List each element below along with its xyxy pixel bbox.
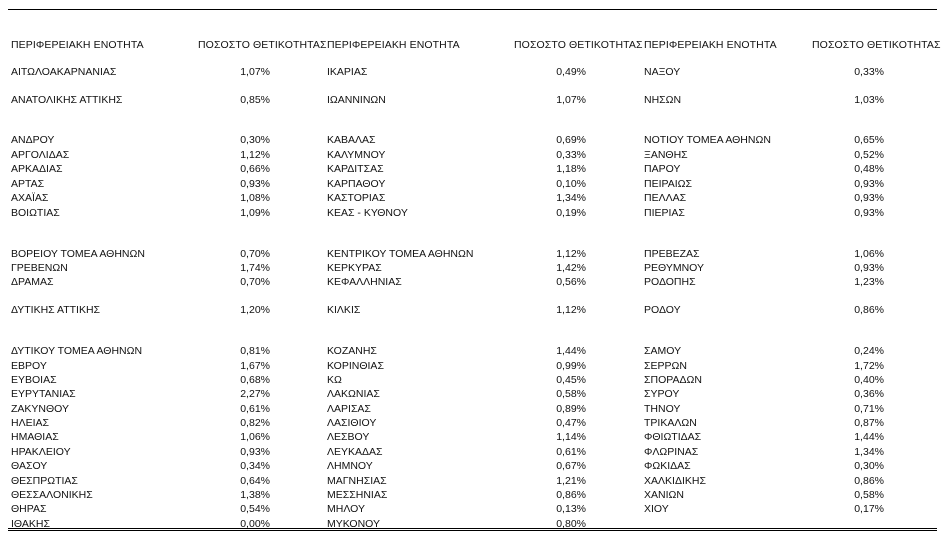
region-name: ΣΥΡΟΥ (644, 388, 680, 400)
region-name: ΡΟΔΟΠΗΣ (644, 276, 696, 288)
region-name: ΕΒΡΟΥ (11, 360, 47, 372)
positivity-rate: 0,13% (556, 503, 586, 515)
region-name: ΛΕΥΚΑΔΑΣ (327, 446, 383, 458)
positivity-rate: 0,49% (556, 66, 586, 78)
region-name: ΤΗΝΟΥ (644, 403, 681, 415)
positivity-rate: 1,18% (556, 163, 586, 175)
region-name: ΡΕΘΥΜΝΟΥ (644, 262, 705, 274)
region-name: ΚΑΡΠΑΘΟΥ (327, 178, 386, 190)
region-name: ΠΕΛΛΑΣ (644, 192, 687, 204)
region-name: ΚΕΝΤΡΙΚΟΥ ΤΟΜΕΑ ΑΘΗΝΩΝ (327, 248, 474, 260)
positivity-rate: 0,34% (240, 460, 270, 472)
positivity-rate: 1,34% (556, 192, 586, 204)
region-name: ΙΚΑΡΙΑΣ (327, 66, 368, 78)
positivity-rate: 0,54% (240, 503, 270, 515)
region-name: ΠΙΕΡΙΑΣ (644, 207, 685, 219)
col3-region-header: ΠΕΡΙΦΕΡΕΙΑΚΗ ΕΝΟΤΗΤΑ (644, 39, 777, 51)
region-name: ΒΟΡΕΙΟΥ ΤΟΜΕΑ ΑΘΗΝΩΝ (11, 248, 145, 260)
positivity-rate: 0,99% (556, 360, 586, 372)
region-name: ΑΡΤΑΣ (11, 178, 45, 190)
positivity-rate: 1,03% (854, 94, 884, 106)
positivity-rate: 0,61% (240, 403, 270, 415)
positivity-rate: 0,67% (556, 460, 586, 472)
region-name: ΑΡΓΟΛΙΔΑΣ (11, 149, 70, 161)
region-name: ΚΟΖΑΝΗΣ (327, 345, 377, 357)
positivity-rate: 1,34% (854, 446, 884, 458)
region-name: ΑΝΔΡΟΥ (11, 134, 55, 146)
region-name: ΘΑΣΟΥ (11, 460, 48, 472)
region-name: ΡΟΔΟΥ (644, 304, 681, 316)
region-name: ΧΙΟΥ (644, 503, 669, 515)
region-name: ΘΕΣΠΡΩΤΙΑΣ (11, 475, 78, 487)
positivity-rate: 1,44% (556, 345, 586, 357)
positivity-rate: 0,19% (556, 207, 586, 219)
region-name: ΔΡΑΜΑΣ (11, 276, 54, 288)
region-name: ΛΕΣΒΟΥ (327, 431, 370, 443)
region-name: ΙΩΑΝΝΙΝΩΝ (327, 94, 386, 106)
region-name: ΚΑΒΑΛΑΣ (327, 134, 376, 146)
positivity-rate: 1,74% (240, 262, 270, 274)
positivity-rate: 0,40% (854, 374, 884, 386)
region-name: ΚΟΡΙΝΘΙΑΣ (327, 360, 384, 372)
positivity-rate: 0,52% (854, 149, 884, 161)
region-name: ΜΕΣΣΗΝΙΑΣ (327, 489, 388, 501)
positivity-rate: 0,86% (854, 304, 884, 316)
top-rule (8, 9, 937, 10)
positivity-rate: 1,14% (556, 431, 586, 443)
region-name: ΜΥΚΟΝΟΥ (327, 518, 381, 530)
positivity-rate: 1,23% (854, 276, 884, 288)
region-name: ΖΑΚΥΝΘΟΥ (11, 403, 70, 415)
region-name: ΝΗΣΩΝ (644, 94, 682, 106)
positivity-rate: 1,12% (240, 149, 270, 161)
positivity-rate: 0,64% (240, 475, 270, 487)
region-name: ΚΕΡΚΥΡΑΣ (327, 262, 382, 274)
positivity-rate: 0,70% (240, 248, 270, 260)
positivity-rate: 0,80% (556, 518, 586, 530)
region-name: ΣΑΜΟΥ (644, 345, 682, 357)
positivity-rate: 0,69% (556, 134, 586, 146)
positivity-rate: 1,06% (240, 431, 270, 443)
positivity-rate: 0,17% (854, 503, 884, 515)
positivity-rate: 0,48% (854, 163, 884, 175)
positivity-rate: 0,61% (556, 446, 586, 458)
region-name: ΑΧΑΪΑΣ (11, 192, 49, 204)
positivity-rate: 1,07% (240, 66, 270, 78)
positivity-rate: 0,93% (240, 446, 270, 458)
positivity-rate: 0,93% (240, 178, 270, 190)
positivity-rate: 0,30% (240, 134, 270, 146)
positivity-rate: 1,07% (556, 94, 586, 106)
positivity-rate: 1,67% (240, 360, 270, 372)
positivity-rate: 1,38% (240, 489, 270, 501)
positivity-rate: 1,20% (240, 304, 270, 316)
region-name: ΜΑΓΝΗΣΙΑΣ (327, 475, 387, 487)
positivity-rate: 0,70% (240, 276, 270, 288)
region-name: ΒΟΙΩΤΙΑΣ (11, 207, 60, 219)
region-name: ΘΕΣΣΑΛΟΝΙΚΗΣ (11, 489, 93, 501)
region-name: ΛΑΣΙΘΙΟΥ (327, 417, 377, 429)
positivity-rate: 0,86% (854, 475, 884, 487)
region-name: ΑΝΑΤΟΛΙΚΗΣ ΑΤΤΙΚΗΣ (11, 94, 123, 106)
positivity-rate: 1,06% (854, 248, 884, 260)
positivity-rate: 1,12% (556, 304, 586, 316)
region-name: ΦΘΙΩΤΙΔΑΣ (644, 431, 702, 443)
positivity-rate: 0,93% (854, 178, 884, 190)
bottom-rule (8, 528, 937, 531)
region-name: ΠΑΡΟΥ (644, 163, 681, 175)
region-name: ΕΥΡΥΤΑΝΙΑΣ (11, 388, 76, 400)
positivity-rate: 0,36% (854, 388, 884, 400)
positivity-rate: 0,68% (240, 374, 270, 386)
positivity-rate: 1,44% (854, 431, 884, 443)
positivity-rate: 0,93% (854, 207, 884, 219)
region-name: ΣΕΡΡΩΝ (644, 360, 687, 372)
positivity-rate: 0,33% (556, 149, 586, 161)
positivity-rate: 0,82% (240, 417, 270, 429)
positivity-rate: 0,24% (854, 345, 884, 357)
positivity-rate: 0,86% (556, 489, 586, 501)
positivity-rate: 0,30% (854, 460, 884, 472)
region-name: ΗΜΑΘΙΑΣ (11, 431, 59, 443)
positivity-rate: 0,00% (240, 518, 270, 530)
region-name: ΚΙΛΚΙΣ (327, 304, 361, 316)
positivity-rate: 0,33% (854, 66, 884, 78)
region-name: ΠΡΕΒΕΖΑΣ (644, 248, 700, 260)
positivity-rate: 1,21% (556, 475, 586, 487)
region-name: ΚΑΣΤΟΡΙΑΣ (327, 192, 386, 204)
region-name: ΛΑΚΩΝΙΑΣ (327, 388, 380, 400)
positivity-rate: 0,85% (240, 94, 270, 106)
region-name: ΝΟΤΙΟΥ ΤΟΜΕΑ ΑΘΗΝΩΝ (644, 134, 771, 146)
positivity-rate: 1,08% (240, 192, 270, 204)
region-name: ΛΑΡΙΣΑΣ (327, 403, 371, 415)
region-name: ΔΥΤΙΚΟΥ ΤΟΜΕΑ ΑΘΗΝΩΝ (11, 345, 143, 357)
positivity-rate: 2,27% (240, 388, 270, 400)
positivity-rate: 0,10% (556, 178, 586, 190)
region-name: ΝΑΞΟΥ (644, 66, 681, 78)
region-name: ΚΩ (327, 374, 342, 386)
positivity-rate: 1,42% (556, 262, 586, 274)
region-name: ΚΕΦΑΛΛΗΝΙΑΣ (327, 276, 402, 288)
region-name: ΣΠΟΡΑΔΩΝ (644, 374, 702, 386)
region-name: ΤΡΙΚΑΛΩΝ (644, 417, 697, 429)
positivity-rate: 0,93% (854, 262, 884, 274)
region-name: ΚΑΛΥΜΝΟΥ (327, 149, 386, 161)
positivity-rate: 0,71% (854, 403, 884, 415)
region-name: ΑΡΚΑΔΙΑΣ (11, 163, 63, 175)
positivity-rate: 0,56% (556, 276, 586, 288)
positivity-rate: 0,47% (556, 417, 586, 429)
positivity-rate: 0,93% (854, 192, 884, 204)
positivity-rate: 0,65% (854, 134, 884, 146)
region-name: ΙΘΑΚΗΣ (11, 518, 50, 530)
positivity-rate: 1,09% (240, 207, 270, 219)
region-name: ΑΙΤΩΛΟΑΚΑΡΝΑΝΙΑΣ (11, 66, 117, 78)
region-name: ΘΗΡΑΣ (11, 503, 47, 515)
col1-rate-header: ΠΟΣΟΣΤΟ ΘΕΤΙΚΟΤΗΤΑΣ (198, 39, 327, 51)
region-name: ΛΗΜΝΟΥ (327, 460, 373, 472)
region-name: ΕΥΒΟΙΑΣ (11, 374, 57, 386)
positivity-rate: 1,12% (556, 248, 586, 260)
region-name: ΧΑΝΙΩΝ (644, 489, 684, 501)
col1-region-header: ΠΕΡΙΦΕΡΕΙΑΚΗ ΕΝΟΤΗΤΑ (11, 39, 144, 51)
positivity-rate: 0,58% (556, 388, 586, 400)
col2-region-header: ΠΕΡΙΦΕΡΕΙΑΚΗ ΕΝΟΤΗΤΑ (327, 39, 460, 51)
positivity-rate: 1,72% (854, 360, 884, 372)
region-name: ΦΛΩΡΙΝΑΣ (644, 446, 699, 458)
region-name: ΧΑΛΚΙΔΙΚΗΣ (644, 475, 706, 487)
positivity-rate: 0,58% (854, 489, 884, 501)
region-name: ΗΡΑΚΛΕΙΟΥ (11, 446, 71, 458)
region-name: ΦΩΚΙΔΑΣ (644, 460, 691, 472)
positivity-rate: 0,45% (556, 374, 586, 386)
region-name: ΔΥΤΙΚΗΣ ΑΤΤΙΚΗΣ (11, 304, 101, 316)
col2-rate-header: ΠΟΣΟΣΤΟ ΘΕΤΙΚΟΤΗΤΑΣ (514, 39, 643, 51)
region-name: ΠΕΙΡΑΙΩΣ (644, 178, 692, 190)
region-name: ΚΑΡΔΙΤΣΑΣ (327, 163, 384, 175)
positivity-rate: 0,89% (556, 403, 586, 415)
positivity-rate: 0,81% (240, 345, 270, 357)
region-name: ΜΗΛΟΥ (327, 503, 365, 515)
region-name: ΗΛΕΙΑΣ (11, 417, 50, 429)
positivity-rate: 0,87% (854, 417, 884, 429)
region-name: ΓΡΕΒΕΝΩΝ (11, 262, 68, 274)
positivity-rate: 0,66% (240, 163, 270, 175)
region-name: ΞΑΝΘΗΣ (644, 149, 688, 161)
region-name: ΚΕΑΣ - ΚΥΘΝΟΥ (327, 207, 408, 219)
col3-rate-header: ΠΟΣΟΣΤΟ ΘΕΤΙΚΟΤΗΤΑΣ (812, 39, 941, 51)
